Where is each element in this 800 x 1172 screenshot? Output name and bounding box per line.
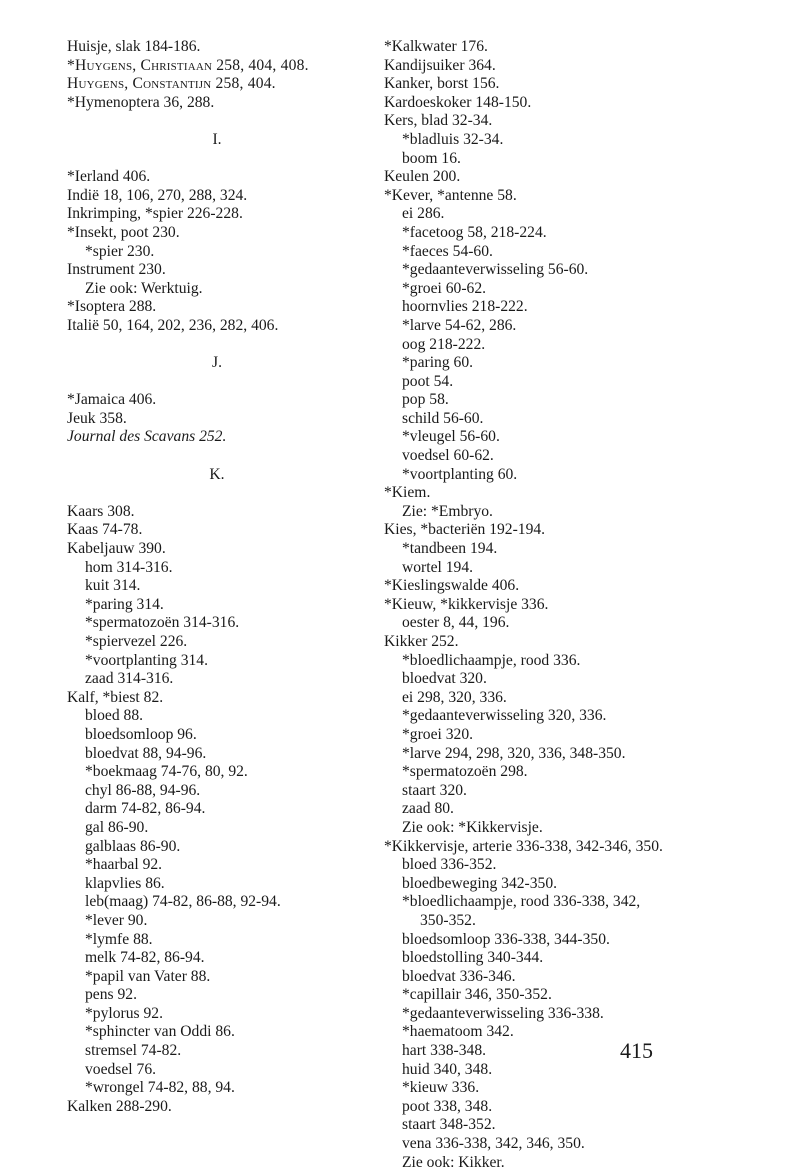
index-subentry: *spermatozoën 298. (402, 763, 528, 781)
index-subentry: Zie ook: *Kikkervisje. (402, 818, 543, 836)
index-subentry: *spermatozoën 314-316. (85, 614, 240, 632)
page-number: 415 (620, 1038, 653, 1063)
index-subentry: bloedvat 336-346. (402, 967, 516, 985)
index-entry: *Kieslingswalde 406. (384, 577, 520, 595)
index-subentry: *voortplanting 60. (402, 465, 518, 483)
index-subentry: *lever 90. (85, 911, 148, 929)
index-entry: *Kiem. (384, 484, 431, 502)
index-entry: *Kikkervisje, arterie 336-338, 342-346, 350. (384, 837, 663, 855)
index-subentry: *groei 60-62. (402, 279, 487, 297)
index-subentry: *lymfe 88. (85, 930, 153, 948)
index-subentry: oester 8, 44, 196. (402, 614, 510, 632)
index-subentry: *kieuw 336. (402, 1079, 480, 1097)
index-entry: Huygens, Constantijn 258, 404. (67, 75, 276, 93)
index-entry: *Kalkwater 176. (384, 38, 488, 55)
index-subentry: leb(maag) 74-82, 86-88, 92-94. (85, 893, 281, 911)
index-entry: Kers, blad 32-34. (384, 112, 493, 130)
index-entry: *Kieuw, *kikkervisje 336. (384, 595, 549, 613)
index-entry: Kalken 288-290. (67, 1097, 172, 1115)
index-subentry: bloed 88. (85, 707, 144, 725)
index-subentry: bloedvat 88, 94-96. (85, 744, 207, 762)
section-header-k: K. (209, 465, 225, 483)
index-subentry: stremsel 74-82. (85, 1042, 182, 1060)
index-subentry: *groei 320. (402, 725, 474, 743)
index-entry: Kikker 252. (384, 633, 459, 650)
index-entry: Kabeljauw 390. (67, 540, 166, 558)
index-subentry: Zie ook: Kikker. (402, 1153, 505, 1171)
index-subentry: schild 56-60. (402, 409, 484, 427)
index-subentry: ei 298, 320, 336. (402, 688, 507, 706)
index-subentry: galblaas 86-90. (85, 837, 181, 855)
index-subentry: *bladluis 32-34. (402, 130, 504, 148)
index-entry: Italië 50, 164, 202, 236, 282, 406. (67, 316, 279, 334)
index-subentry: *spiervezel 226. (85, 633, 188, 650)
spacer (67, 150, 367, 169)
index-subentry: staart 320. (402, 781, 467, 799)
index-subentry: Zie: *Embryo. (402, 502, 493, 520)
index-subentry: *larve 54-62, 286. (402, 316, 517, 334)
right-column (384, 38, 784, 1172)
index-subentry: bloedvat 320. (402, 670, 487, 688)
index-subentry: poot 338, 348. (402, 1097, 493, 1115)
index-subentry: voedsel 60-62. (402, 447, 494, 465)
index-subentry: *voortplanting 314. (85, 651, 209, 669)
index-subentry: *capillair 346, 350-352. (402, 986, 552, 1004)
index-subentry: kuit 314. (85, 577, 141, 595)
index-subentry: klapvlies 86. (85, 874, 165, 892)
index-subentry: *bloedlichaampje, rood 336. (402, 651, 581, 669)
left-column (67, 38, 367, 1116)
index-subentry: *boekmaag 74-76, 80, 92. (85, 763, 248, 781)
index-entry: Kaars 308. (67, 502, 135, 520)
index-subentry: ei 286. (402, 205, 445, 223)
index-subentry: *spier 230. (85, 242, 155, 260)
index-entry: Inkrimping, *spier 226-228. (67, 205, 243, 223)
spacer (67, 112, 367, 131)
index-entry: Kanker, borst 156. (384, 75, 500, 93)
index-subentry: *tandbeen 194. (402, 540, 498, 558)
index-subentry: *haarbal 92. (85, 856, 163, 874)
index-subentry: melk 74-82, 86-94. (85, 949, 205, 967)
index-subentry: huid 340, 348. (402, 1060, 493, 1078)
index-subentry: staart 348-352. (402, 1116, 496, 1134)
index-entry: Kies, *bacteriën 192-194. (384, 521, 546, 539)
index-entry: *Insekt, poot 230. (67, 223, 180, 241)
spacer (67, 373, 367, 392)
index-subentry: oog 218-222. (402, 335, 486, 353)
index-entry: Kaas 74-78. (67, 521, 143, 539)
index-subentry: bloedsomloop 96. (85, 725, 197, 743)
index-subentry: pop 58. (402, 391, 449, 409)
index-subentry: vena 336-338, 342, 346, 350. (402, 1135, 585, 1153)
index-subentry: *bloedlichaampje, rood 336-338, 342, (402, 893, 641, 911)
index-subentry: hom 314-316. (85, 558, 173, 576)
index-entry: *Kever, *antenne 58. (384, 186, 517, 204)
index-subentry: bloedsomloop 336-338, 344-350. (402, 930, 610, 948)
index-subentry: hart 338-348. (402, 1042, 487, 1060)
index-entry: Jeuk 358. (67, 409, 127, 427)
index-subentry: *pylorus 92. (85, 1004, 163, 1022)
index-subentry: wortel 194. (402, 558, 474, 576)
index-block-j (67, 391, 367, 447)
index-entry: Kardoeskoker 148-150. (384, 93, 532, 111)
index-block-k-continued (384, 38, 784, 1172)
spacer (67, 484, 367, 503)
index-entry: Kalf, *biest 82. (67, 688, 164, 706)
index-subentry: 350-352. (420, 911, 476, 929)
section-header-j: J. (212, 354, 222, 372)
index-subentry: *larve 294, 298, 320, 336, 348-350. (402, 744, 626, 762)
index-entry: Huisje, slak 184-186. (67, 38, 201, 55)
index-entry: Instrument 230. (67, 261, 166, 279)
index-subentry: voedsel 76. (85, 1060, 157, 1078)
index-subentry: *paring 60. (402, 354, 474, 372)
index-entry: *Huygens, Christiaan 258, 404, 408. (67, 56, 309, 74)
index-entry: Journal des Scavans 252. (67, 428, 227, 446)
index-subentry: bloedbeweging 342-350. (402, 874, 558, 892)
index-block-h (67, 38, 367, 112)
index-subentry: boom 16. (402, 149, 461, 167)
index-subentry: *haematoom 342. (402, 1023, 514, 1041)
index-subentry: zaad 80. (402, 800, 454, 818)
index-subentry: *paring 314. (85, 595, 164, 613)
index-subentry: poot 54. (402, 372, 454, 390)
index-subentry: darm 74-82, 86-94. (85, 800, 206, 818)
index-subentry: *faeces 54-60. (402, 242, 493, 260)
index-subentry: *facetoog 58, 218-224. (402, 223, 547, 241)
section-header-i: I. (212, 130, 222, 148)
index-subentry: *papil van Vater 88. (85, 967, 211, 985)
index-subentry: hoornvlies 218-222. (402, 298, 528, 316)
index-subentry: bloed 336-352. (402, 856, 497, 874)
index-subentry: *gedaanteverwisseling 336-338. (402, 1004, 604, 1022)
index-subentry: *gedaanteverwisseling 320, 336. (402, 707, 607, 725)
index-entry: *Isoptera 288. (67, 298, 157, 316)
index-entry: *Jamaica 406. (67, 391, 157, 409)
index-subentry: Zie ook: Werktuig. (85, 279, 203, 297)
index-subentry: zaad 314-316. (85, 670, 174, 688)
index-subentry: bloedstolling 340-344. (402, 949, 544, 967)
index-block-k (67, 503, 367, 1117)
index-entry: *Hymenoptera 36, 288. (67, 93, 215, 111)
index-block-i (67, 168, 367, 335)
index-subentry: *sphincter van Oddi 86. (85, 1023, 235, 1041)
index-entry: *Ierland 406. (67, 168, 151, 186)
spacer (67, 336, 367, 355)
index-subentry: gal 86-90. (85, 818, 149, 836)
index-subentry: *wrongel 74-82, 88, 94. (85, 1079, 235, 1097)
spacer (67, 447, 367, 466)
index-subentry: chyl 86-88, 94-96. (85, 781, 201, 799)
index-entry: Keulen 200. (384, 168, 461, 186)
index-subentry: pens 92. (85, 986, 137, 1004)
index-subentry: *gedaanteverwisseling 56-60. (402, 261, 589, 279)
index-entry: Indië 18, 106, 270, 288, 324. (67, 186, 248, 204)
index-subentry: *vleugel 56-60. (402, 428, 500, 446)
index-entry: Kandijsuiker 364. (384, 56, 496, 74)
